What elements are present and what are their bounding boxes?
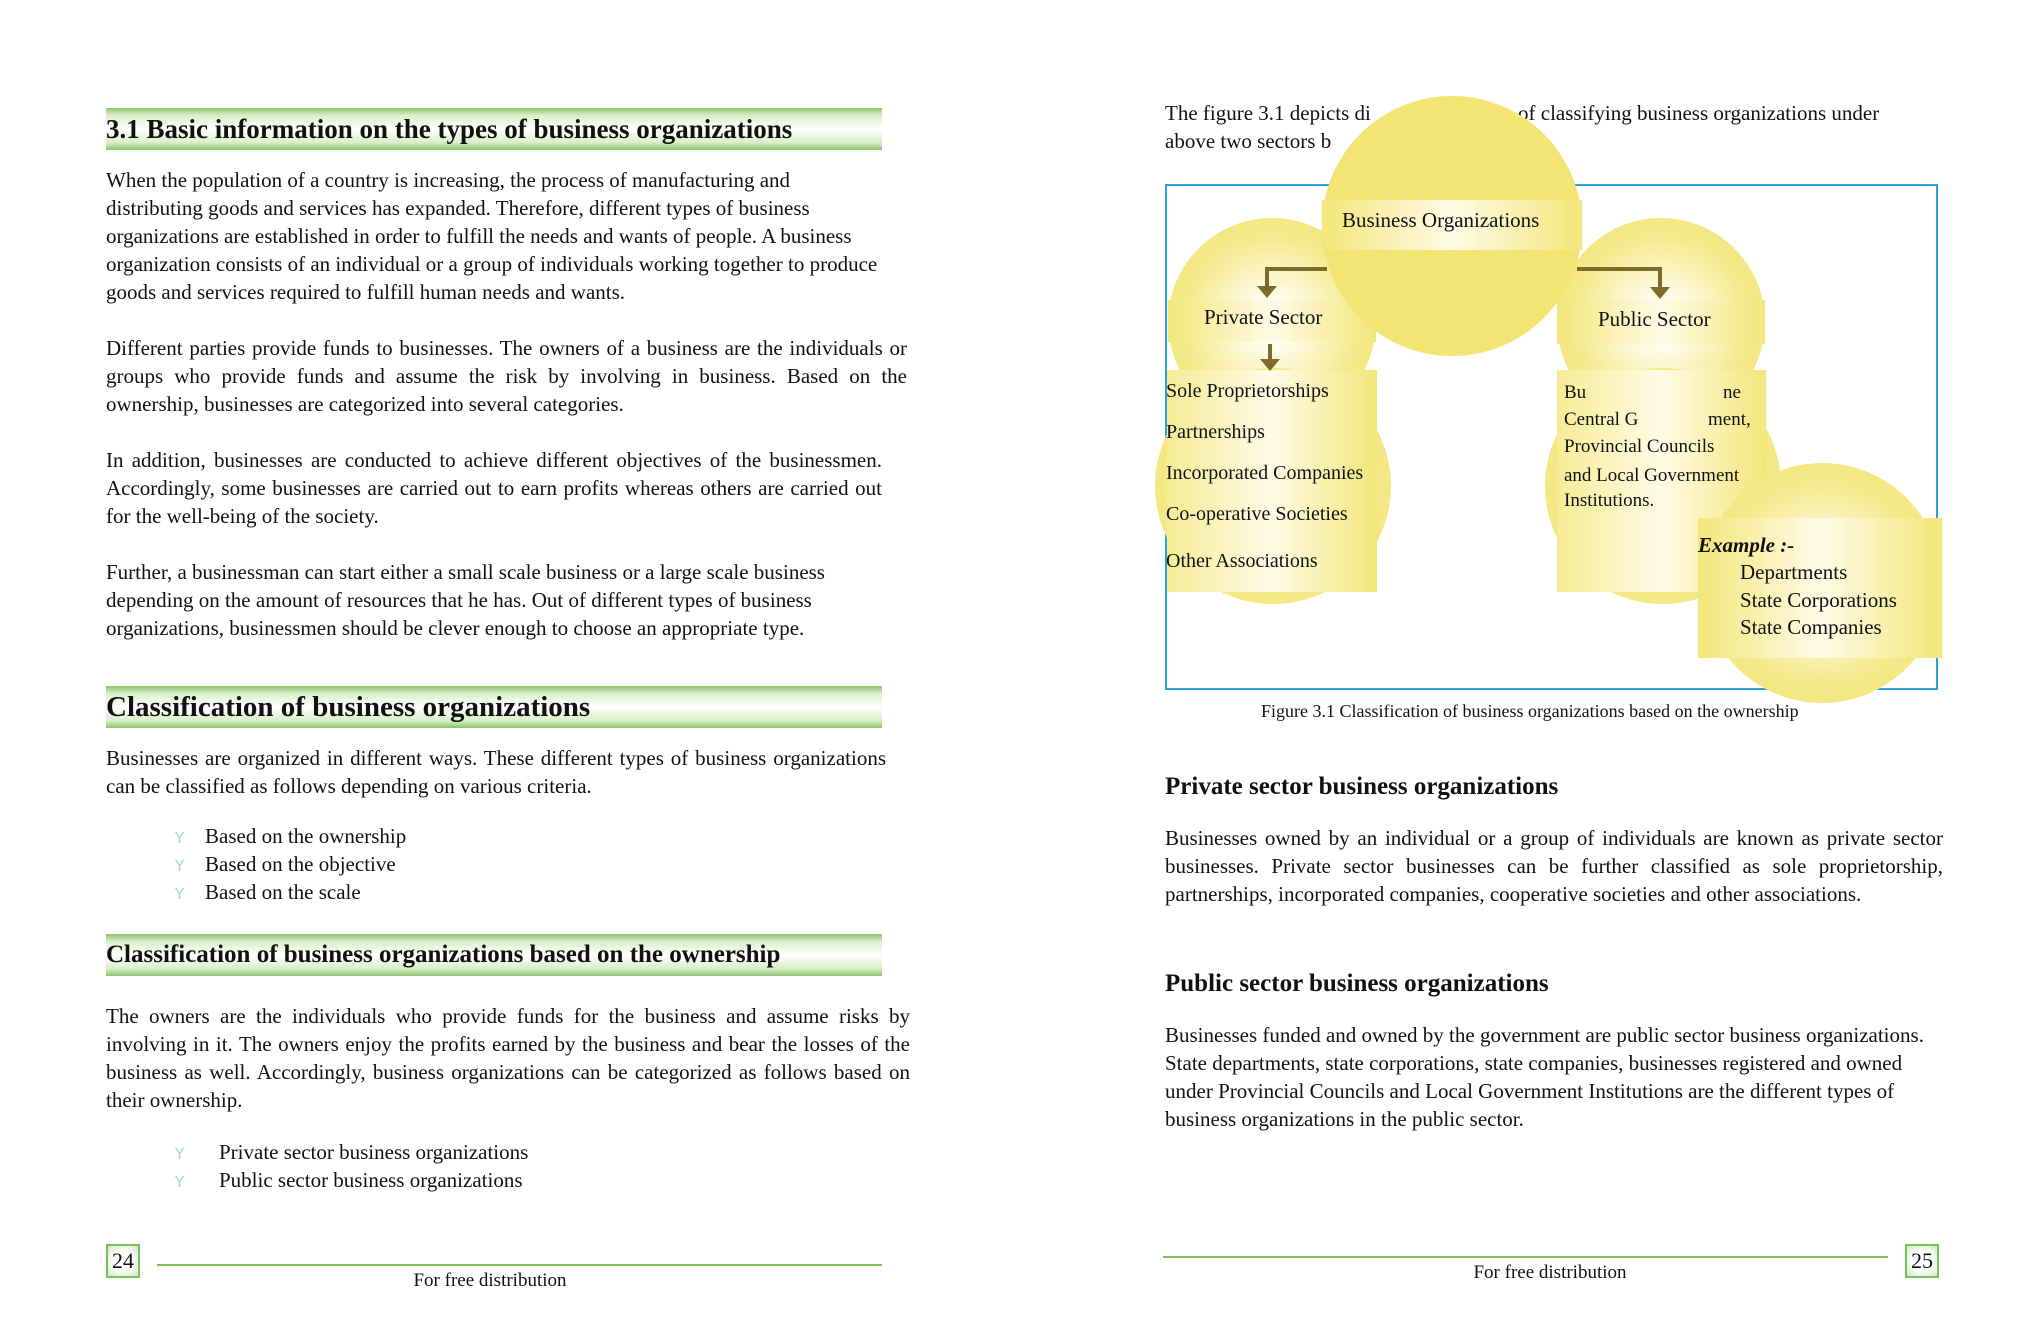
example-item: State Companies [1740,615,1882,639]
footer-divider [1163,1256,1888,1258]
section-heading-ownership: Classification of business organizations based on the ownership [106,934,882,976]
public-sector-label: Public Sector [1598,307,1711,331]
bullet-icon: Y [175,829,185,847]
paragraph-owners: The owners are the individuals who provide funds for the business and assume risks by involving in it. The owners enjoy the profits earned by the business and bear the losses of the business as well. Accordingly, business organizations can be categorized as follows based on their ownership. [106,1004,910,1112]
paragraph-funding: Different parties provide funds to businesses. The owners of a business are the individuals or groups who provide funds and assume the risk by involving in business. Based on the ownership, businesses are categorized into several categories. [106,336,907,416]
connector-root-private [1265,267,1327,271]
bullet-icon: Y [175,1173,185,1191]
bullet-icon: Y [175,885,185,903]
paragraph-population: When the population of a country is increasing, the process of manufacturing and distributing goods and services has expanded. Therefore, different types of business organizations are established in order to fulfill the needs and wants of people. A business organization consists of an individual or a group of individuals working together to produce goods and services required to fulfill human needs and wants. [106,168,878,304]
section-heading-basic-info: 3.1 Basic information on the types of business organizations [106,108,882,150]
section-heading-classification: Classification of business organizations [106,686,882,728]
public-item: Central G [1564,409,1639,430]
page-number: 25 [1905,1244,1939,1278]
paragraph-private-sector: Businesses owned by an individual or a group of individuals are known as private sector businesses. Private sector businesses can be further classified as sole proprietorship, partnerships, incorporated companies, cooperative societies and other associations. [1165,826,1943,906]
arrow-down-icon [1257,286,1277,298]
page-number: 24 [106,1244,140,1278]
public-item: Provincial Councils [1564,436,1715,457]
private-item: Sole Proprietorships [1166,380,1329,402]
bullet-icon: Y [175,857,185,875]
public-item: ne [1723,382,1741,403]
figure-intro-line1: The figure 3.1 depicts di [1165,101,1371,125]
example-item: Departments [1740,560,1848,584]
paragraph-organized: Businesses are organized in different ways. These different types of business organizations can be classified as follows depending on various criteria. [106,746,886,798]
paragraph-public-sector: Businesses funded and owned by the government are public sector business organizations. State departments, state corporations, state companies, businesses registered and owned under Provincial Councils and Local Government Institutions are the different types of business organizations in the public sector. [1165,1023,1924,1131]
private-sector-label: Private Sector [1204,305,1323,329]
root-label: Business Organizations [1342,208,1540,232]
connector-root-public [1658,267,1662,287]
subheading-private-sector: Private sector business organizations [1165,773,1559,800]
figure-intro-line1-end: of classifying business organizations under [1518,101,1880,125]
figure-caption: Figure 3.1 Classification of business organizations based on the ownership [1261,701,1799,721]
footer-text: For free distribution [1473,1262,1627,1283]
example-item: State Corporations [1740,588,1897,612]
paragraph-scale: Further, a businessman can start either a small scale business or a large scale business depending on the amount of resources that he has. Out of different types of business organizations, businessmen should be clever enough to choose an appropriate type. [106,560,825,640]
figure-intro-line2: above two sectors b [1165,129,1332,153]
list-item-text: Based on the objective [205,852,396,876]
public-item: Institutions. [1564,490,1655,511]
example-label: Example :- [1698,533,1795,557]
public-item: ment, [1708,409,1751,430]
subheading-public-sector: Public sector business organizations [1165,970,1549,997]
bullet-icon: Y [175,1145,185,1163]
public-item: and Local Government [1564,465,1740,486]
list-item-text: Based on the scale [205,880,361,904]
private-item: Other Associations [1166,550,1318,572]
connector-root-public [1577,267,1662,271]
connector-root-private [1265,267,1269,287]
arrow-down-icon [1260,359,1280,371]
arrow-down-icon [1650,287,1670,299]
private-item: Incorporated Companies [1166,462,1364,484]
public-item: Bu [1564,382,1587,403]
list-item-text: Public sector business organizations [219,1168,523,1192]
private-item: Co-operative Societies [1166,503,1348,525]
list-item-text: Private sector business organizations [219,1140,529,1164]
paragraph-objectives: In addition, businesses are conducted to achieve different objectives of the businessmen. Accordingly, some businesses are carried out to earn profits whereas others are carried out for the well-being of the society. [106,448,882,528]
list-item-text: Based on the ownership [205,824,407,848]
footer-text: For free distribution [413,1270,567,1291]
connector-private-items [1268,344,1272,360]
private-item: Partnerships [1166,421,1265,443]
